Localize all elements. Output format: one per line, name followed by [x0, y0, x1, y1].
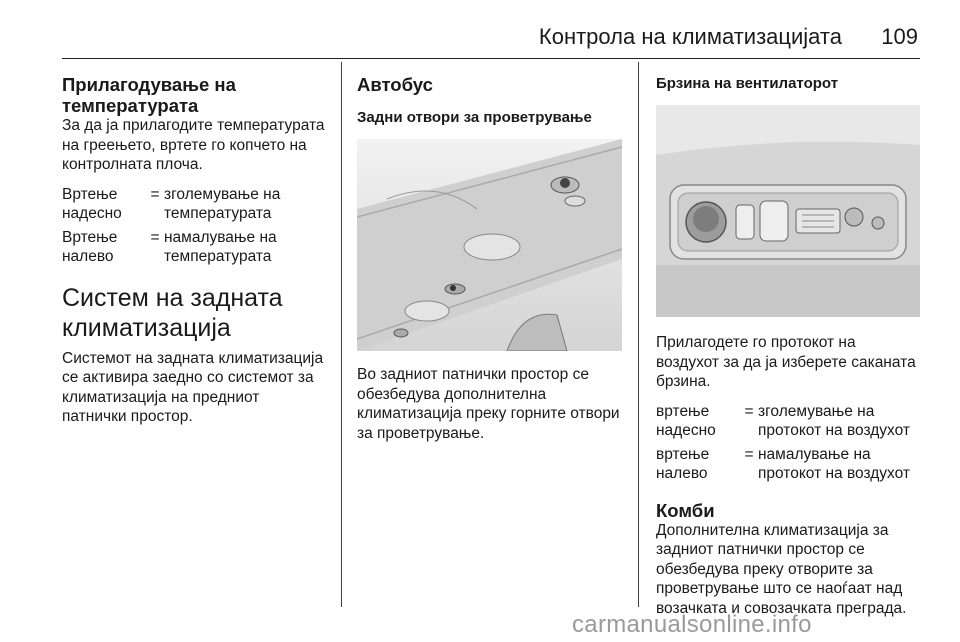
definition-equals: = [744, 445, 754, 463]
definition-list-fan-speed [656, 402, 922, 484]
definition-term: Вртење надесно [62, 185, 122, 222]
definition-list-temperature [62, 185, 326, 267]
subheading-fan-speed: Брзина на вентилаторот [656, 75, 839, 92]
paragraph-fan-speed: Прилагодете го протокот на воздухот за да ја изберете саканата брзина. [656, 334, 916, 390]
definition-term: вртење надесно [656, 402, 716, 439]
column-2 [357, 74, 622, 443]
definition-desc: зголемување на температурата [164, 185, 281, 222]
subheading-rear-vents: Задни отвори за проветрување [357, 109, 592, 126]
definition-equals: = [150, 228, 160, 246]
paragraph-rear-climate: Системот на задната климатизација се активира заедно со системот за климатизација на предниот патнички простор. [62, 349, 324, 425]
page-header [62, 14, 920, 59]
paragraph-temperature: За да ја прилагодите температурата на греењето, вртете го копчето на контролната плоча. [62, 117, 325, 173]
definition-term: вртење налево [656, 445, 710, 482]
column-3 [656, 74, 922, 618]
paragraph-van: Дополнителна климатизација за задниот патнички простор се обезбедува преку отворите за проветрување што се наоѓаат над возачката и совозачката преграда. [656, 521, 907, 617]
definition-term: Вртење налево [62, 228, 118, 265]
heading-bus: Автобус [357, 74, 433, 95]
watermark: carmanualsonline.info [572, 611, 812, 638]
heading-temperature: Прилагодување на температурата [62, 74, 236, 116]
definition-equals: = [150, 185, 160, 203]
column-divider-2 [638, 62, 639, 607]
rear-vents-illustration-drawing [357, 139, 622, 351]
page-title: Контрола на климатизацијата [538, 24, 842, 49]
definition-desc: зголемување на протокот на воздухот [758, 402, 910, 439]
illustration-rear-vents [357, 139, 622, 351]
fan-panel-illustration-drawing [656, 105, 920, 317]
definition-desc: намалување на температурата [164, 228, 277, 265]
column-1 [62, 74, 326, 427]
definition-desc: намалување на протокот на воздухот [758, 445, 910, 482]
column-divider-1 [341, 62, 342, 607]
heading-rear-climate: Систем на задната климатизација [62, 283, 283, 342]
illustration-fan-panel [656, 105, 920, 317]
page-number: 109 [881, 24, 918, 49]
definition-equals: = [744, 402, 754, 420]
paragraph-rear-vents: Во задниот патнички простор се обезбедува дополнителна климатизација преку горните отвори за проветрување. [357, 366, 620, 442]
heading-van: Комби [656, 499, 715, 521]
